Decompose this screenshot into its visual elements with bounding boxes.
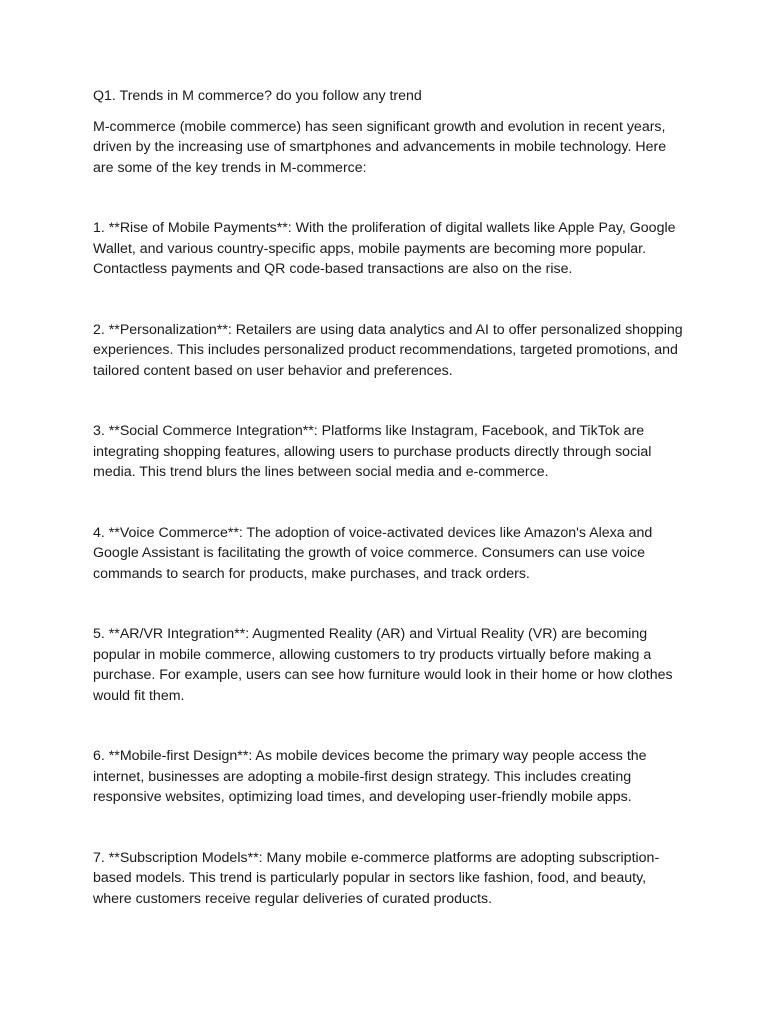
question-heading: Q1. Trends in M commerce? do you follow any trend	[93, 88, 422, 104]
trend-paragraph: 1. **Rise of Mobile Payments**: With the proliferation of digital wallets like Apple Pay, Google Wallet, and various country-specific apps, mobile payments are becoming more popular. Contactless payments and QR code-based transactions are also on the rise.	[93, 220, 676, 277]
trend-paragraph: 2. **Personalization**: Retailers are using data analytics and AI to offer personalized shopping experiences. This includes personalized product recommendations, targeted promotions, and tailored content based on user behavior and preferences.	[93, 321, 683, 379]
intro-paragraph: M-commerce (mobile commerce) has seen significant growth and evolution in recent years, driven by the increasing use of smartphones and advancements in mobile technology. Here are some of the key trends in M-commerce:	[93, 118, 667, 176]
trend-paragraph: 5. **AR/VR Integration**: Augmented Reality (AR) and Virtual Reality (VR) are becoming popular in mobile commerce, allowing customers to try products virtually before making a purchase. For example, users can see how furniture would look in their home or how clothes would fit them.	[93, 626, 673, 704]
trend-paragraph: 4. **Voice Commerce**: The adoption of voice-activated devices like Amazon's Alexa and Google Assistant is facilitating the growth of voice commerce. Consumers can use voice commands to search for products, make purchases, and track orders.	[93, 524, 653, 582]
trend-paragraph: 3. **Social Commerce Integration**: Platforms like Instagram, Facebook, and TikTok are integrating shopping features, allowing users to purchase products directly through social media. This trend blurs the lines between social media and e-commerce.	[93, 423, 652, 480]
trend-paragraph: 6. **Mobile-first Design**: As mobile devices become the primary way people access the internet, businesses are adopting a mobile-first design strategy. This includes creating responsive websites, optimizing load times, and developing user-friendly mobile apps.	[93, 748, 647, 805]
trend-paragraph: 7. **Subscription Models**: Many mobile e-commerce platforms are adopting subscription-based models. This trend is particularly popular in sectors like fashion, food, and beauty, where customers receive regular deliveries of curated products.	[93, 849, 660, 907]
document-page	[93, 86, 683, 949]
